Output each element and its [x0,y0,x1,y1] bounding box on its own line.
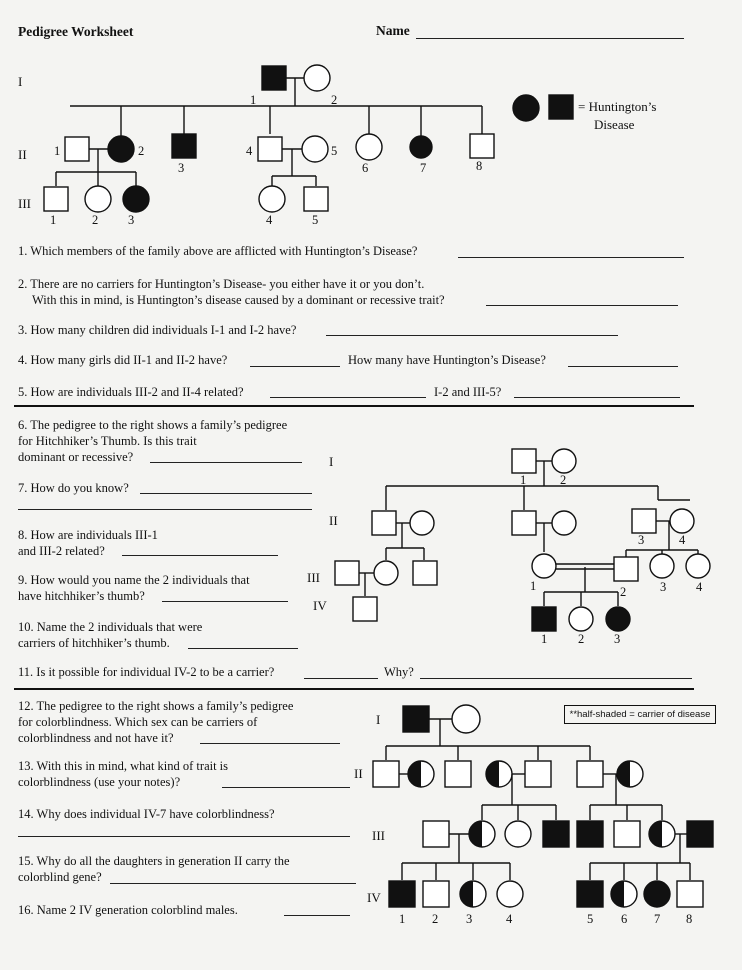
ped2-num: 2 [620,585,627,599]
worksheet-title: Pedigree Worksheet [18,24,134,39]
ped3-II-3 [445,761,471,787]
ped3-II-6 [577,761,603,787]
answer-15[interactable] [110,883,356,884]
ped1-num: 1 [54,144,61,158]
ped3-I-2 [452,705,480,733]
ped1-num: 3 [178,161,185,175]
ped3-III-8 [687,821,713,847]
question-12b: for colorblindness. Which sex can be carriers of [18,715,258,729]
ped1-num: 7 [420,161,427,175]
ped1-gen-label-I: I [18,74,23,89]
ped3-IV-4 [497,881,523,907]
ped1-num: 2 [138,144,145,158]
question-6a: 6. The pedigree to the right shows a family’s pedigree [18,418,288,432]
ped3-III-5 [577,821,603,847]
ped2-num: 1 [530,579,537,593]
carrier-legend: **half-shaded = carrier of disease [564,705,716,724]
question-1: 1. Which members of the family above are afflicted with Huntington’s Disease? [18,244,418,258]
ped1-num: 6 [362,161,369,175]
legend-huntington-label-2: Disease [594,117,635,132]
ped1-num: 4 [266,213,273,227]
ped3-gen-label-I: I [376,712,381,727]
ped2-gen-label-II: II [329,513,338,528]
question-15b: colorblind gene? [18,870,102,884]
ped3-III-6 [614,821,640,847]
ped3-I-1 [403,706,429,732]
ped3-II-1 [373,761,399,787]
ped2-gen-label-IV: IV [313,598,327,613]
ped1-num: 8 [476,159,483,173]
ped3-II-5 [525,761,551,787]
ped3-IV-8 [677,881,703,907]
question-8b: and III-2 related? [18,544,105,558]
question-10b: carriers of hitchhiker’s thumb. [18,636,170,650]
legend-huntington-label: = Huntington’s [578,99,657,114]
ped1-num: 1 [50,213,57,227]
ped2-num: 3 [660,580,667,594]
ped2-gen-label-III: III [307,570,320,585]
ped3-num: 4 [506,912,513,926]
question-9a: 9. How would you name the 2 individuals that [18,573,250,587]
ped2-num: 2 [560,473,567,487]
question-11a: 11. Is it possible for individual IV-2 to be a carrier? [18,665,275,679]
ped1-gen-label-II: II [18,147,27,162]
ped2-num: 3 [614,632,621,646]
ped3-num: 5 [587,912,594,926]
ped2-gen-label-I: I [329,454,334,469]
ped3-num: 7 [654,912,661,926]
question-9b: have hitchhiker’s thumb? [18,589,145,603]
ped3-III-4 [543,821,569,847]
ped3-gen-label-II: II [354,766,363,781]
question-4b: How many have Huntington’s Disease? [348,353,546,367]
ped3-III-1 [423,821,449,847]
question-15a: 15. Why do all the daughters in generation II carry the [18,854,290,868]
ped2-num: 3 [638,533,645,547]
ped3-III-3 [505,821,531,847]
question-6c: dominant or recessive? [18,450,134,464]
ped3-gen-label-IV: IV [367,890,381,905]
ped3-num: 3 [466,912,473,926]
question-13a: 13. With this in mind, what kind of trait is [18,759,229,773]
question-12a: 12. The pedigree to the right shows a family’s pedigree [18,699,294,713]
question-16: 16. Name 2 IV generation colorblind males. [18,903,238,917]
ped2-num: 4 [679,533,686,547]
ped2-num: 1 [541,632,548,646]
ped3-num: 2 [432,912,439,926]
ped1-num: 3 [128,213,135,227]
ped1-num: 1 [250,93,257,107]
question-14: 14. Why does individual IV-7 have colorblindness? [18,807,275,821]
question-2b: With this in mind, is Huntington’s disease caused by a dominant or recessive trait? [32,293,445,307]
ped3-num: 6 [621,912,628,926]
answer-14[interactable] [18,836,350,837]
ped3-IV-1 [389,881,415,907]
question-6b: for Hitchhiker’s Thumb. Is this trait [18,434,197,448]
ped1-num: 2 [331,93,338,107]
ped3-num: 8 [686,912,693,926]
question-10a: 10. Name the 2 individuals that were [18,620,203,634]
question-5b: I-2 and III-5? [434,385,502,399]
ped3-gen-label-III: III [372,828,385,843]
ped3-IV-2 [423,881,449,907]
answer-13[interactable] [222,787,350,788]
question-4a: 4. How many girls did II-1 and II-2 have? [18,353,228,367]
question-2a: 2. There are no carriers for Huntington’s Disease- you either have it or you don’t. [18,277,425,291]
question-5a: 5. How are individuals III-2 and II-4 related? [18,385,244,399]
question-7: 7. How do you know? [18,481,129,495]
ped3-IV-7 [644,881,670,907]
ped2-num: 4 [696,580,703,594]
ped1-num: 2 [92,213,99,227]
ped3-num: 1 [399,912,406,926]
ped1-num: 4 [246,144,253,158]
question-11b: Why? [384,665,414,679]
ped2-num: 1 [520,473,527,487]
ped1-num: 5 [312,213,319,227]
answer-16[interactable] [284,915,350,916]
question-12c: colorblindness and not have it? [18,731,174,745]
answer-12[interactable] [200,743,340,744]
question-13b: colorblindness (use your notes)? [18,775,181,789]
ped3-IV-5 [577,881,603,907]
ped1-gen-label-III: III [18,196,31,211]
question-8a: 8. How are individuals III-1 [18,528,158,542]
ped1-num: 5 [331,144,338,158]
question-3: 3. How many children did individuals I-1 and I-2 have? [18,323,297,337]
name-label: Name [376,23,410,38]
ped2-num: 2 [578,632,585,646]
